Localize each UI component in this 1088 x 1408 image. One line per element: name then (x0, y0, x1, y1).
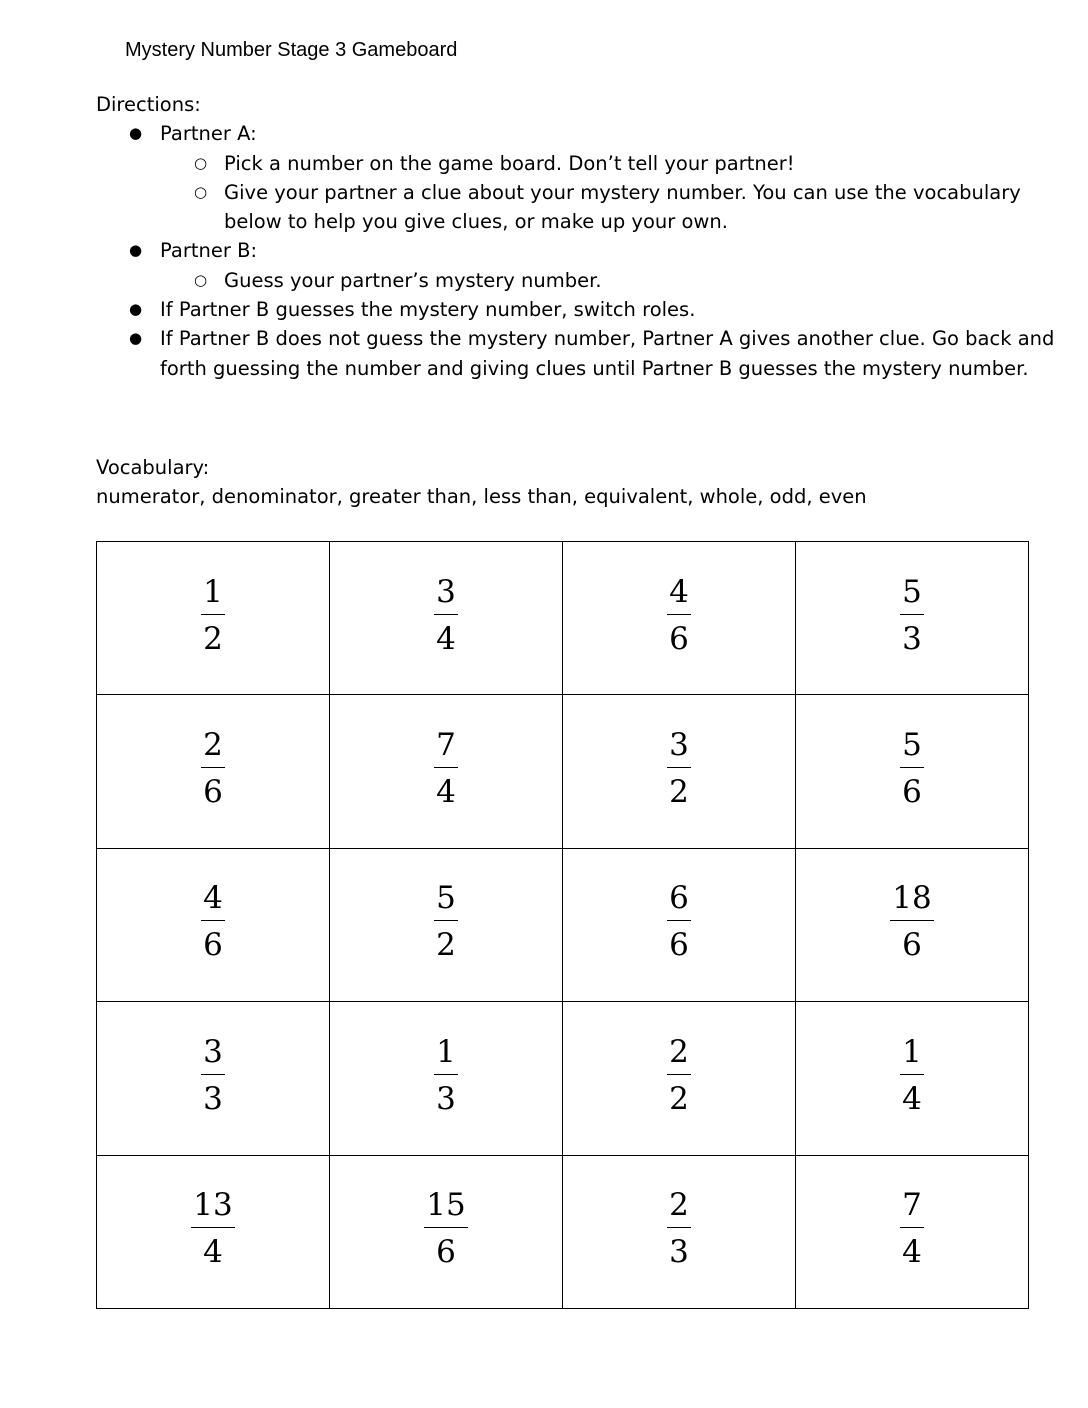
gameboard-row (97, 1155, 1029, 1308)
numerator: 2 (667, 1187, 691, 1228)
denominator: 2 (669, 774, 689, 811)
vocabulary-section (96, 453, 1056, 512)
gameboard-cell (563, 695, 796, 848)
list-item (96, 295, 1056, 324)
numerator: 5 (900, 574, 924, 615)
fraction (890, 880, 933, 963)
fraction (900, 727, 924, 810)
numerator: 6 (667, 880, 691, 921)
list-item (160, 266, 1056, 295)
denominator: 6 (669, 620, 689, 657)
partner-b-label: Partner B: (160, 239, 258, 263)
denominator: 6 (436, 1234, 456, 1271)
step-text: Pick a number on the game board. Don’t tell your partner! (224, 151, 795, 175)
directions-list (96, 119, 1056, 383)
page-title: Mystery Number Stage 3 Gameboard (125, 39, 458, 61)
denominator: 2 (203, 620, 223, 657)
numerator: 3 (667, 727, 691, 768)
gameboard-cell (97, 1002, 330, 1155)
denominator: 6 (902, 774, 922, 811)
bullet-icon: ● (129, 300, 143, 319)
step-text: Guess your partner’s mystery number. (224, 268, 602, 292)
partner-a-label: Partner A: (160, 122, 257, 146)
directions-section (96, 90, 1056, 383)
list-item (160, 178, 1056, 237)
numerator: 4 (667, 574, 691, 615)
denominator: 6 (902, 927, 922, 964)
numerator: 3 (201, 1034, 225, 1075)
gameboard-row (97, 848, 1029, 1001)
denominator: 3 (902, 620, 922, 657)
numerator: 2 (667, 1034, 691, 1075)
denominator: 4 (436, 620, 456, 657)
fraction (667, 1034, 691, 1117)
numerator: 15 (424, 1187, 467, 1228)
denominator: 6 (203, 774, 223, 811)
denominator: 4 (203, 1234, 223, 1271)
gameboard-cell (330, 1002, 563, 1155)
fraction (900, 574, 924, 657)
fraction (191, 1187, 234, 1270)
fraction (667, 1187, 691, 1270)
gameboard-cell (97, 695, 330, 848)
rule-text: If Partner B guesses the mystery number, switch roles. (160, 298, 696, 322)
gameboard-cell (796, 695, 1029, 848)
gameboard-cell (330, 1155, 563, 1308)
gameboard-cell (796, 542, 1029, 695)
bullet-icon: ● (129, 329, 143, 348)
denominator: 4 (436, 774, 456, 811)
fraction (201, 727, 225, 810)
numerator: 18 (890, 880, 933, 921)
fraction (434, 727, 458, 810)
fraction (667, 574, 691, 657)
vocabulary-words: numerator, denominator, greater than, less than, equivalent, whole, odd, even (96, 485, 867, 509)
fraction (900, 1034, 924, 1117)
denominator: 6 (669, 927, 689, 964)
fraction (667, 880, 691, 963)
fraction (667, 727, 691, 810)
directions-heading: Directions: (96, 93, 201, 116)
numerator: 5 (900, 727, 924, 768)
list-item (96, 236, 1056, 295)
vocabulary-heading: Vocabulary: (96, 456, 210, 479)
gameboard-cell (796, 1002, 1029, 1155)
denominator: 3 (436, 1080, 456, 1117)
rule-text: If Partner B does not guess the mystery number, Partner A gives another clue. Go back and forth guessing the number and giving clues until Partner B guesses the mystery number. (160, 327, 1055, 380)
hollow-bullet-icon: ○ (194, 153, 208, 172)
partner-b-steps (160, 266, 1056, 295)
denominator: 2 (669, 1080, 689, 1117)
partner-a-steps (160, 149, 1056, 237)
denominator: 4 (902, 1080, 922, 1117)
numerator: 2 (201, 727, 225, 768)
numerator: 5 (434, 880, 458, 921)
step-text: Give your partner a clue about your mystery number. You can use the vocabulary below to help you give clues, or make up your own. (224, 180, 1021, 234)
gameboard-cell (97, 1155, 330, 1308)
numerator: 1 (900, 1034, 924, 1075)
fraction (201, 574, 225, 657)
list-item (96, 119, 1056, 236)
gameboard-cell (563, 1002, 796, 1155)
list-item (160, 149, 1056, 178)
hollow-bullet-icon: ○ (194, 270, 208, 289)
gameboard-cell (563, 542, 796, 695)
numerator: 3 (434, 574, 458, 615)
numerator: 4 (201, 880, 225, 921)
gameboard (96, 541, 1029, 1309)
fraction (201, 1034, 225, 1117)
gameboard-cell (330, 848, 563, 1001)
denominator: 2 (436, 927, 456, 964)
list-item (96, 324, 1056, 383)
numerator: 1 (201, 574, 225, 615)
bullet-icon: ● (129, 241, 143, 260)
fraction (900, 1187, 924, 1270)
gameboard-cell (796, 1155, 1029, 1308)
fraction (424, 1187, 467, 1270)
fraction (201, 880, 225, 963)
gameboard-row (97, 695, 1029, 848)
gameboard-cell (563, 848, 796, 1001)
fraction (434, 574, 458, 657)
denominator: 6 (203, 927, 223, 964)
denominator: 4 (902, 1234, 922, 1271)
numerator: 1 (434, 1034, 458, 1075)
gameboard-row (97, 542, 1029, 695)
denominator: 3 (669, 1234, 689, 1271)
fraction (434, 880, 458, 963)
gameboard-cell (97, 848, 330, 1001)
numerator: 7 (900, 1187, 924, 1228)
denominator: 3 (203, 1080, 223, 1117)
gameboard-cell (796, 848, 1029, 1001)
gameboard-cell (97, 542, 330, 695)
bullet-icon: ● (129, 124, 143, 143)
numerator: 13 (191, 1187, 234, 1228)
gameboard-cell (563, 1155, 796, 1308)
gameboard-cell (330, 542, 563, 695)
hollow-bullet-icon: ○ (194, 182, 208, 201)
numerator: 7 (434, 727, 458, 768)
fraction (434, 1034, 458, 1117)
gameboard-cell (330, 695, 563, 848)
gameboard-row (97, 1002, 1029, 1155)
